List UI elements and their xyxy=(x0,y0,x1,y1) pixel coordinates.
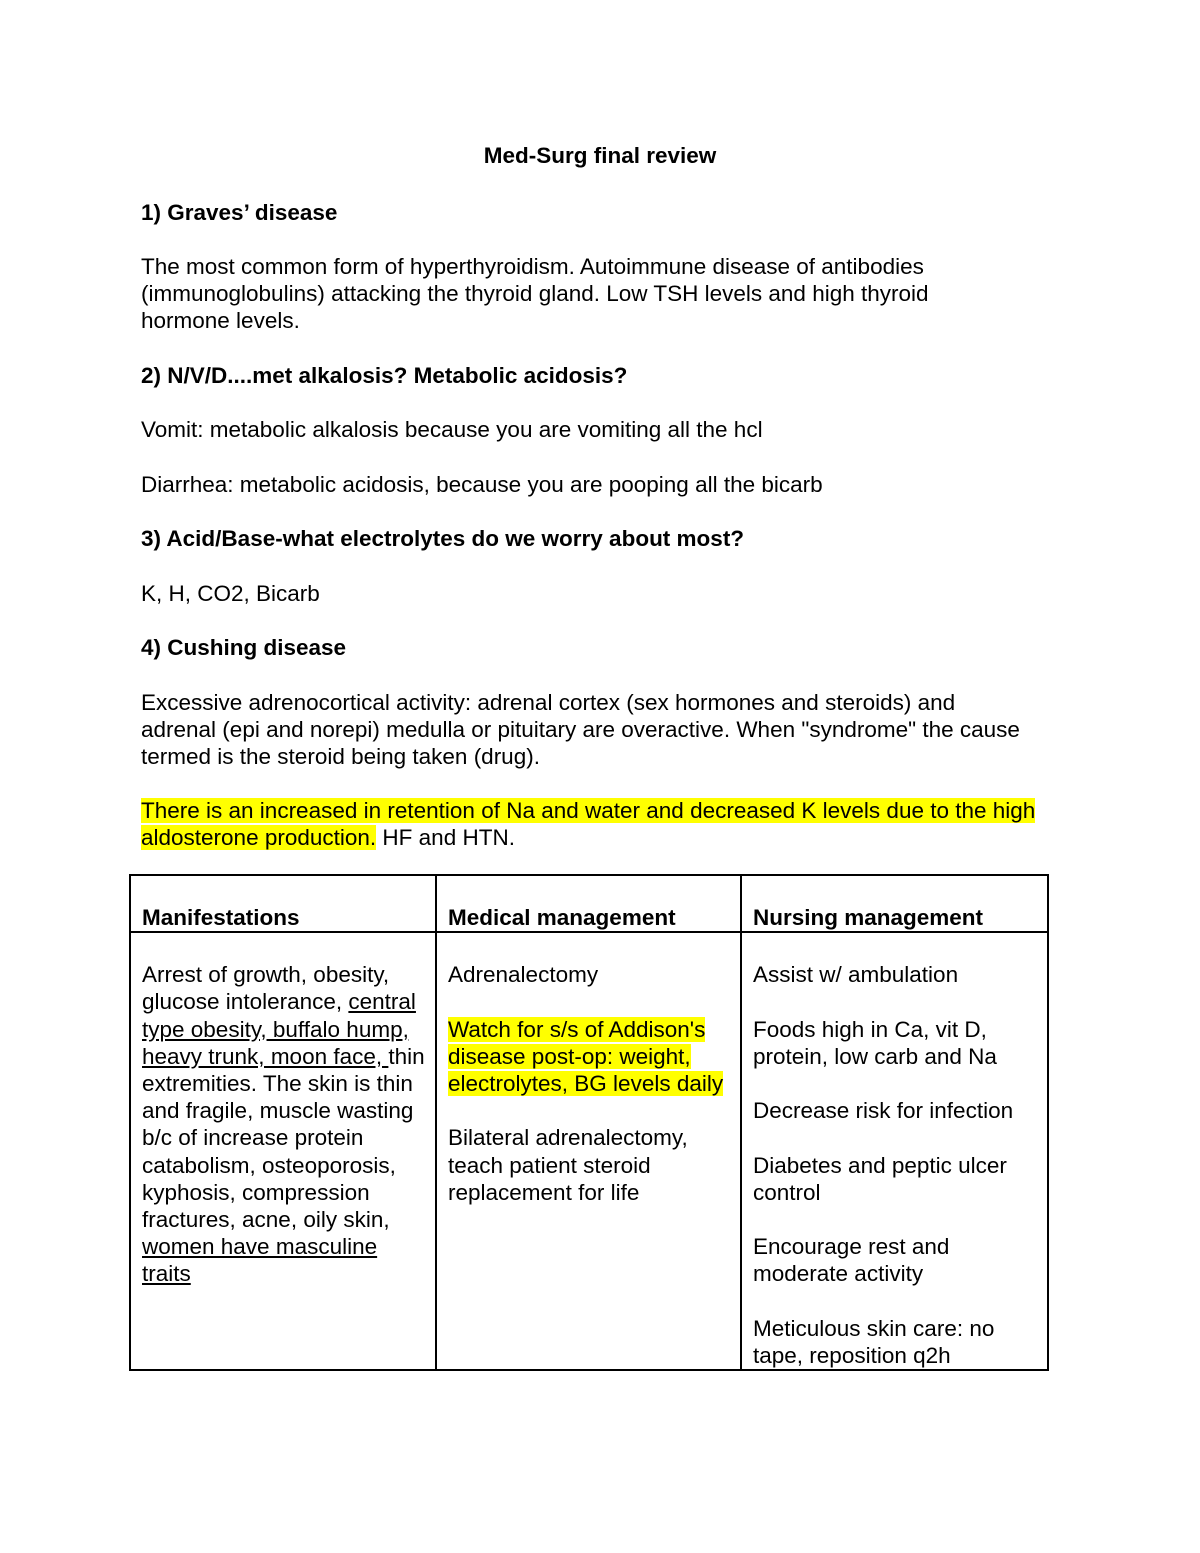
table-header-row xyxy=(130,875,1048,932)
highlighted-text: There is an increased in retention of Na and water and decreased K levels due to the high aldosterone production. xyxy=(141,798,1036,851)
section-1-heading: 1) Graves’ disease xyxy=(141,200,338,225)
medical-management-cell xyxy=(436,932,741,1370)
manifestations-text-2: thin extremities. The skin is thin and fragile, muscle wasting b/c of increase protein catabolism, osteoporosis, kyphosis, compression fractures, acne, oily skin, xyxy=(142,1043,425,1233)
header-nursing-management: Nursing management xyxy=(741,875,1048,932)
section-4-heading: 4) Cushing disease xyxy=(141,635,347,660)
section-3-body: K, H, CO2, Bicarb xyxy=(141,581,320,606)
nursing-item: Encourage rest and moderate activity xyxy=(753,1234,950,1287)
nursing-item: Assist w/ ambulation xyxy=(753,962,959,988)
medical-item: Bilateral adrenalectomy, teach patient steroid replacement for life xyxy=(448,1125,688,1205)
section-2-vomit: Vomit: metabolic alkalosis because you are vomiting all the hcl xyxy=(141,417,763,442)
table-row xyxy=(130,932,1048,1370)
cushing-management-table xyxy=(129,874,1049,1371)
nursing-item: Meticulous skin care: no tape, reposition q2h xyxy=(753,1315,995,1368)
medical-item: Adrenalectomy xyxy=(448,962,599,988)
section-3-heading: 3) Acid/Base-what electrolytes do we worry about most? xyxy=(141,526,745,551)
header-medical-management: Medical management xyxy=(436,875,741,932)
medical-item-highlighted xyxy=(448,1016,730,1098)
page-title: Med-Surg final review xyxy=(483,143,717,168)
manifestations-cell xyxy=(130,932,436,1370)
nursing-item: Foods high in Ca, vit D, protein, low carb and Na xyxy=(753,1016,997,1069)
nursing-management-cell xyxy=(741,932,1048,1370)
nursing-item: Diabetes and peptic ulcer control xyxy=(753,1152,1007,1205)
section-2-diarrhea: Diarrhea: metabolic acidosis, because you are pooping all the bicarb xyxy=(141,472,823,497)
manifestations-underlined-1: central type obesity, buffalo hump, heavy trunk, moon face, xyxy=(142,989,416,1069)
manifestations-underlined-2: women have masculine traits xyxy=(142,1234,378,1287)
section-4-highlight-paragraph xyxy=(141,797,1046,851)
manifestations-text: Arrest of growth, obesity, glucose intolerance, xyxy=(142,962,390,1015)
section-2-heading: 2) N/V/D....met alkalosis? Metabolic acidosis? xyxy=(141,363,628,388)
highlight-followup-text: HF and HTN. xyxy=(376,825,515,851)
section-4-body: Excessive adrenocortical activity: adrenal cortex (sex hormones and steroids) and adrenal (epi and norepi) medulla or pituitary are overactive. When "syndrome" the cause termed is the steroid being taken (drug). xyxy=(141,690,1020,770)
highlighted-text: Watch for s/s of Addison's disease post-op: weight, electrolytes, BG levels daily xyxy=(448,1016,724,1096)
nursing-item: Decrease risk for infection xyxy=(753,1098,1014,1124)
header-manifestations: Manifestations xyxy=(130,875,436,932)
section-1-body: The most common form of hyperthyroidism. Autoimmune disease of antibodies (immunoglobulins) attacking the thyroid gland. Low TSH levels and high thyroid hormone levels. xyxy=(141,254,929,334)
